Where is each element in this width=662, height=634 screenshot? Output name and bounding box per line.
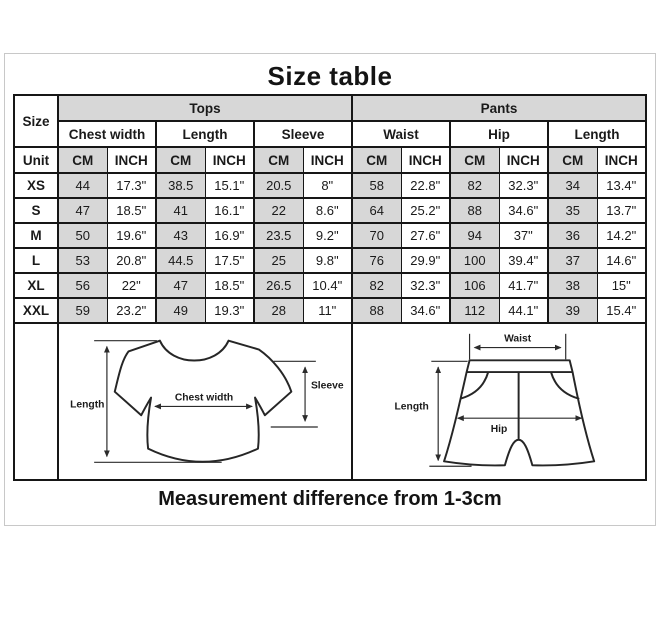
table-row bbox=[14, 223, 646, 248]
cm-value-cell: 59 bbox=[58, 298, 107, 323]
inch-value-cell: 44.1" bbox=[499, 298, 548, 323]
pant-length-header: Length bbox=[548, 121, 646, 147]
cm-value-cell: 106 bbox=[450, 273, 499, 298]
tshirt-diagram-cell bbox=[58, 323, 352, 480]
measure-header-row bbox=[14, 121, 646, 147]
inch-value-cell: 13.7" bbox=[597, 198, 646, 223]
tshirt-chest-measure bbox=[155, 393, 252, 407]
chest-width-header: Chest width bbox=[58, 121, 156, 147]
inch-value-cell: 18.5" bbox=[107, 198, 156, 223]
cm-value-cell: 70 bbox=[352, 223, 401, 248]
inch-value-cell: 34.6" bbox=[401, 298, 450, 323]
cm-value-cell: 43 bbox=[156, 223, 205, 248]
cm-value-cell: 23.5 bbox=[254, 223, 303, 248]
size-label: XL bbox=[14, 273, 58, 298]
tshirt-diagram bbox=[59, 324, 351, 479]
cm-value-cell: 82 bbox=[352, 273, 401, 298]
shorts-outline bbox=[444, 360, 594, 465]
measurement-note: Measurement difference from 1-3cm bbox=[158, 488, 502, 510]
cm-value-cell: 37 bbox=[548, 248, 597, 273]
inch-value-cell: 15" bbox=[597, 273, 646, 298]
diagram-row bbox=[14, 323, 646, 480]
cm-value-cell: 38 bbox=[548, 273, 597, 298]
inch-value-cell: 41.7" bbox=[499, 273, 548, 298]
waist-header: Waist bbox=[352, 121, 450, 147]
cm-header: CM bbox=[58, 147, 107, 173]
inch-value-cell: 15.1" bbox=[205, 173, 254, 198]
inch-value-cell: 17.5" bbox=[205, 248, 254, 273]
inch-header: INCH bbox=[205, 147, 254, 173]
page-title: Size table bbox=[267, 61, 393, 91]
length-label: Length bbox=[394, 401, 429, 413]
cm-value-cell: 44.5 bbox=[156, 248, 205, 273]
chest-width-label: Chest width bbox=[174, 392, 234, 404]
cm-value-cell: 25 bbox=[254, 248, 303, 273]
cm-header: CM bbox=[156, 147, 205, 173]
inch-header: INCH bbox=[597, 147, 646, 173]
size-label: XS bbox=[14, 173, 58, 198]
inch-header: INCH bbox=[499, 147, 548, 173]
cm-value-cell: 50 bbox=[58, 223, 107, 248]
inch-value-cell: 11" bbox=[303, 298, 352, 323]
cm-value-cell: 20.5 bbox=[254, 173, 303, 198]
inch-value-cell: 17.3" bbox=[107, 173, 156, 198]
inch-value-cell: 9.8" bbox=[303, 248, 352, 273]
inch-value-cell: 34.6" bbox=[499, 198, 548, 223]
inch-value-cell: 22.8" bbox=[401, 173, 450, 198]
inch-value-cell: 16.1" bbox=[205, 198, 254, 223]
inch-value-cell: 22" bbox=[107, 273, 156, 298]
inch-value-cell: 20.8" bbox=[107, 248, 156, 273]
inch-value-cell: 39.4" bbox=[499, 248, 548, 273]
cm-header: CM bbox=[548, 147, 597, 173]
unit-header: Unit bbox=[14, 147, 58, 173]
inch-value-cell: 15.4" bbox=[597, 298, 646, 323]
size-corner-header: Size bbox=[14, 95, 58, 147]
length-label: Length bbox=[70, 399, 105, 411]
cm-value-cell: 100 bbox=[450, 248, 499, 273]
empty-cell bbox=[14, 323, 58, 480]
pants-group-header: Pants bbox=[352, 95, 646, 121]
unit-header-row bbox=[14, 147, 646, 173]
shorts-diagram-cell bbox=[352, 323, 646, 480]
shorts-length-measure bbox=[395, 361, 472, 466]
cm-value-cell: 38.5 bbox=[156, 173, 205, 198]
cm-header: CM bbox=[352, 147, 401, 173]
cm-header: CM bbox=[254, 147, 303, 173]
table-row bbox=[14, 248, 646, 273]
inch-value-cell: 8.6" bbox=[303, 198, 352, 223]
tops-group-header: Tops bbox=[58, 95, 352, 121]
hip-header: Hip bbox=[450, 121, 548, 147]
inch-value-cell: 29.9" bbox=[401, 248, 450, 273]
cm-value-cell: 49 bbox=[156, 298, 205, 323]
cm-value-cell: 88 bbox=[450, 198, 499, 223]
inch-value-cell: 23.2" bbox=[107, 298, 156, 323]
table-row bbox=[14, 173, 646, 198]
cm-value-cell: 26.5 bbox=[254, 273, 303, 298]
cm-value-cell: 35 bbox=[548, 198, 597, 223]
cm-value-cell: 112 bbox=[450, 298, 499, 323]
inch-value-cell: 8" bbox=[303, 173, 352, 198]
table-row bbox=[14, 298, 646, 323]
top-length-header: Length bbox=[156, 121, 254, 147]
size-label: XXL bbox=[14, 298, 58, 323]
inch-value-cell: 25.2" bbox=[401, 198, 450, 223]
inch-value-cell: 19.3" bbox=[205, 298, 254, 323]
inch-value-cell: 32.3" bbox=[499, 173, 548, 198]
inch-value-cell: 37" bbox=[499, 223, 548, 248]
inch-value-cell: 14.6" bbox=[597, 248, 646, 273]
inch-header: INCH bbox=[303, 147, 352, 173]
inch-value-cell: 13.4" bbox=[597, 173, 646, 198]
chart-panel bbox=[4, 53, 656, 526]
table-row bbox=[14, 198, 646, 223]
cm-value-cell: 47 bbox=[156, 273, 205, 298]
sleeve-label: Sleeve bbox=[310, 380, 344, 392]
waist-label: Waist bbox=[504, 333, 532, 345]
cm-value-cell: 39 bbox=[548, 298, 597, 323]
inch-value-cell: 32.3" bbox=[401, 273, 450, 298]
inch-value-cell: 16.9" bbox=[205, 223, 254, 248]
cm-value-cell: 82 bbox=[450, 173, 499, 198]
cm-value-cell: 58 bbox=[352, 173, 401, 198]
hip-label: Hip bbox=[490, 423, 508, 435]
cm-header: CM bbox=[450, 147, 499, 173]
inch-value-cell: 18.5" bbox=[205, 273, 254, 298]
cm-value-cell: 56 bbox=[58, 273, 107, 298]
shorts-diagram bbox=[353, 324, 645, 479]
inch-value-cell: 14.2" bbox=[597, 223, 646, 248]
size-label: L bbox=[14, 248, 58, 273]
size-label: S bbox=[14, 198, 58, 223]
inch-value-cell: 9.2" bbox=[303, 223, 352, 248]
cm-value-cell: 88 bbox=[352, 298, 401, 323]
cm-value-cell: 41 bbox=[156, 198, 205, 223]
group-header-row bbox=[14, 95, 646, 121]
inch-value-cell: 10.4" bbox=[303, 273, 352, 298]
cm-value-cell: 34 bbox=[548, 173, 597, 198]
cm-value-cell: 22 bbox=[254, 198, 303, 223]
inch-value-cell: 27.6" bbox=[401, 223, 450, 248]
cm-value-cell: 76 bbox=[352, 248, 401, 273]
cm-value-cell: 28 bbox=[254, 298, 303, 323]
inch-header: INCH bbox=[401, 147, 450, 173]
table-row bbox=[14, 273, 646, 298]
inch-header: INCH bbox=[107, 147, 156, 173]
size-table bbox=[13, 94, 647, 481]
cm-value-cell: 94 bbox=[450, 223, 499, 248]
inch-value-cell: 19.6" bbox=[107, 223, 156, 248]
cm-value-cell: 47 bbox=[58, 198, 107, 223]
cm-value-cell: 44 bbox=[58, 173, 107, 198]
cm-value-cell: 53 bbox=[58, 248, 107, 273]
size-label: M bbox=[14, 223, 58, 248]
cm-value-cell: 36 bbox=[548, 223, 597, 248]
sleeve-header: Sleeve bbox=[254, 121, 352, 147]
cm-value-cell: 64 bbox=[352, 198, 401, 223]
shorts-waist-measure bbox=[470, 334, 566, 360]
